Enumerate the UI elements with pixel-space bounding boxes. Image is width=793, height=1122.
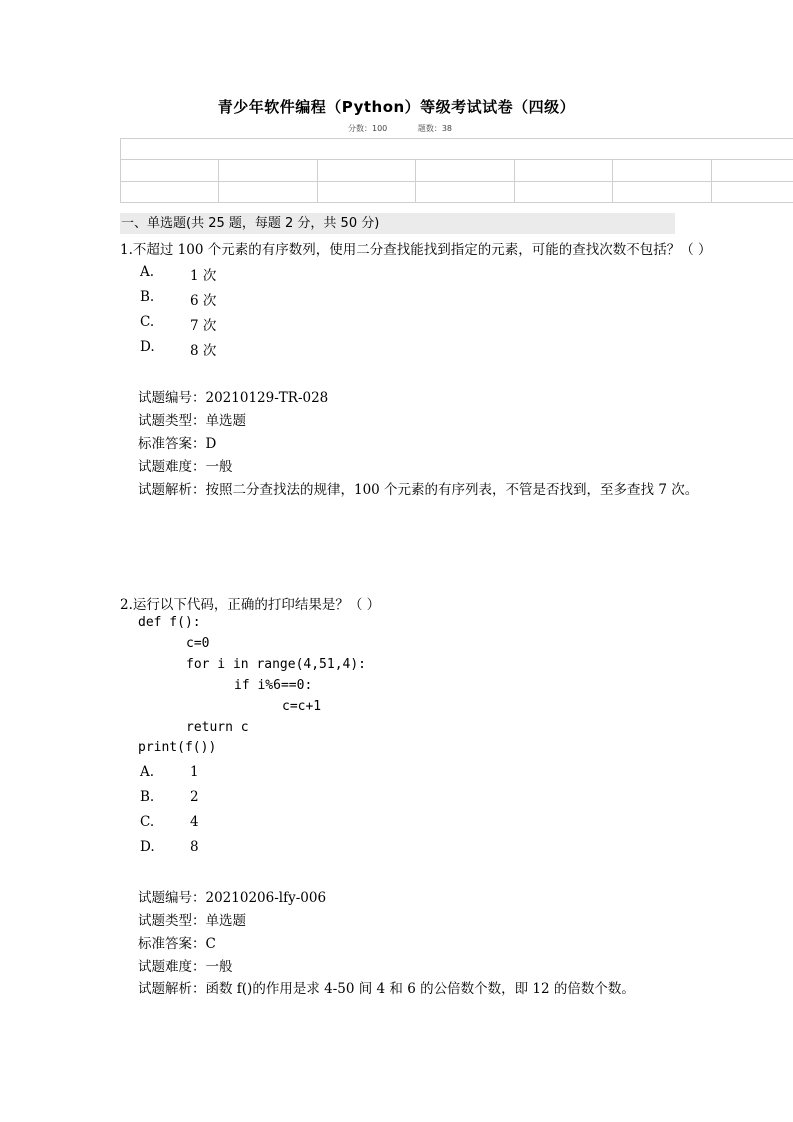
- score-table-cell: [317, 160, 415, 182]
- option-key: B.: [140, 289, 155, 305]
- question-type: 试题类型：单选题: [138, 913, 246, 929]
- option-text: 2: [190, 789, 199, 805]
- score-table: [120, 138, 793, 203]
- code-line: print(f()): [138, 740, 217, 755]
- question-stem: 1.不超过 100 个元素的有序数列，使用二分查找能找到指定的元素，可能的查找次数不包括？（ ）: [120, 242, 712, 258]
- code-line: c=0: [186, 636, 210, 651]
- option-key: B.: [140, 789, 155, 805]
- score-table-cell: [514, 160, 612, 182]
- score-table-cell: [121, 182, 219, 203]
- option-text: 8 次: [190, 343, 217, 359]
- explanation: 试题解析：按照二分查找法的规律，100 个元素的有序列表，不管是否找到，至多查找 7 次。: [138, 482, 699, 498]
- code-line: def f():: [138, 615, 201, 630]
- score-table-cell: [219, 182, 317, 203]
- score-table-cell: [416, 160, 514, 182]
- difficulty: 试题难度：一般: [138, 459, 233, 475]
- option-text: 7 次: [190, 318, 217, 334]
- score-table-cell: [613, 182, 711, 203]
- exam-title: 青少年软件编程（Python）等级考试试卷（四级）: [217, 98, 576, 116]
- score-table-cell: [514, 182, 612, 203]
- score-table-cell: [711, 160, 793, 182]
- option-key: A.: [140, 264, 155, 280]
- section-heading: 一、单选题(共 25 题，每题 2 分，共 50 分): [120, 213, 675, 234]
- question-id: 试题编号：20210206-lfy-006: [138, 890, 327, 906]
- code-line: c=c+1: [282, 699, 322, 714]
- score-table-cell: [613, 160, 711, 182]
- difficulty: 试题难度：一般: [138, 959, 233, 975]
- standard-answer: 标准答案：D: [138, 436, 217, 452]
- score-table-cell: [219, 160, 317, 182]
- option-key: D.: [140, 339, 155, 355]
- option-text: 4: [190, 814, 199, 830]
- score-table-cell: [317, 182, 415, 203]
- option-key: A.: [140, 764, 155, 780]
- option-text: 6 次: [190, 293, 217, 309]
- code-line: if i%6==0:: [234, 678, 313, 693]
- option-key: C.: [140, 814, 155, 830]
- score-table-cell: [416, 182, 514, 203]
- option-text: 1 次: [190, 268, 217, 284]
- option-text: 8: [190, 839, 199, 855]
- score-table-header-cell: [121, 139, 793, 160]
- score-label: 分数：100: [348, 124, 388, 133]
- score-table-cell: [711, 182, 793, 203]
- question-stem: 2.运行以下代码，正确的打印结果是？（ ）: [120, 597, 381, 613]
- exam-meta: [348, 123, 480, 134]
- count-label: 题数：38: [417, 124, 453, 133]
- option-key: D.: [140, 839, 155, 855]
- standard-answer: 标准答案：C: [138, 936, 216, 952]
- option-key: C.: [140, 314, 155, 330]
- explanation: 试题解析：函数 f()的作用是求 4-50 间 4 和 6 的公倍数个数，即 12 的倍数个数。: [138, 981, 635, 997]
- question-id: 试题编号：20210129-TR-028: [138, 390, 329, 406]
- option-text: 1: [190, 764, 199, 780]
- score-table-cell: [121, 160, 219, 182]
- code-line: for i in range(4,51,4):: [186, 657, 367, 672]
- question-type: 试题类型：单选题: [138, 413, 246, 429]
- code-line: return c: [186, 720, 249, 735]
